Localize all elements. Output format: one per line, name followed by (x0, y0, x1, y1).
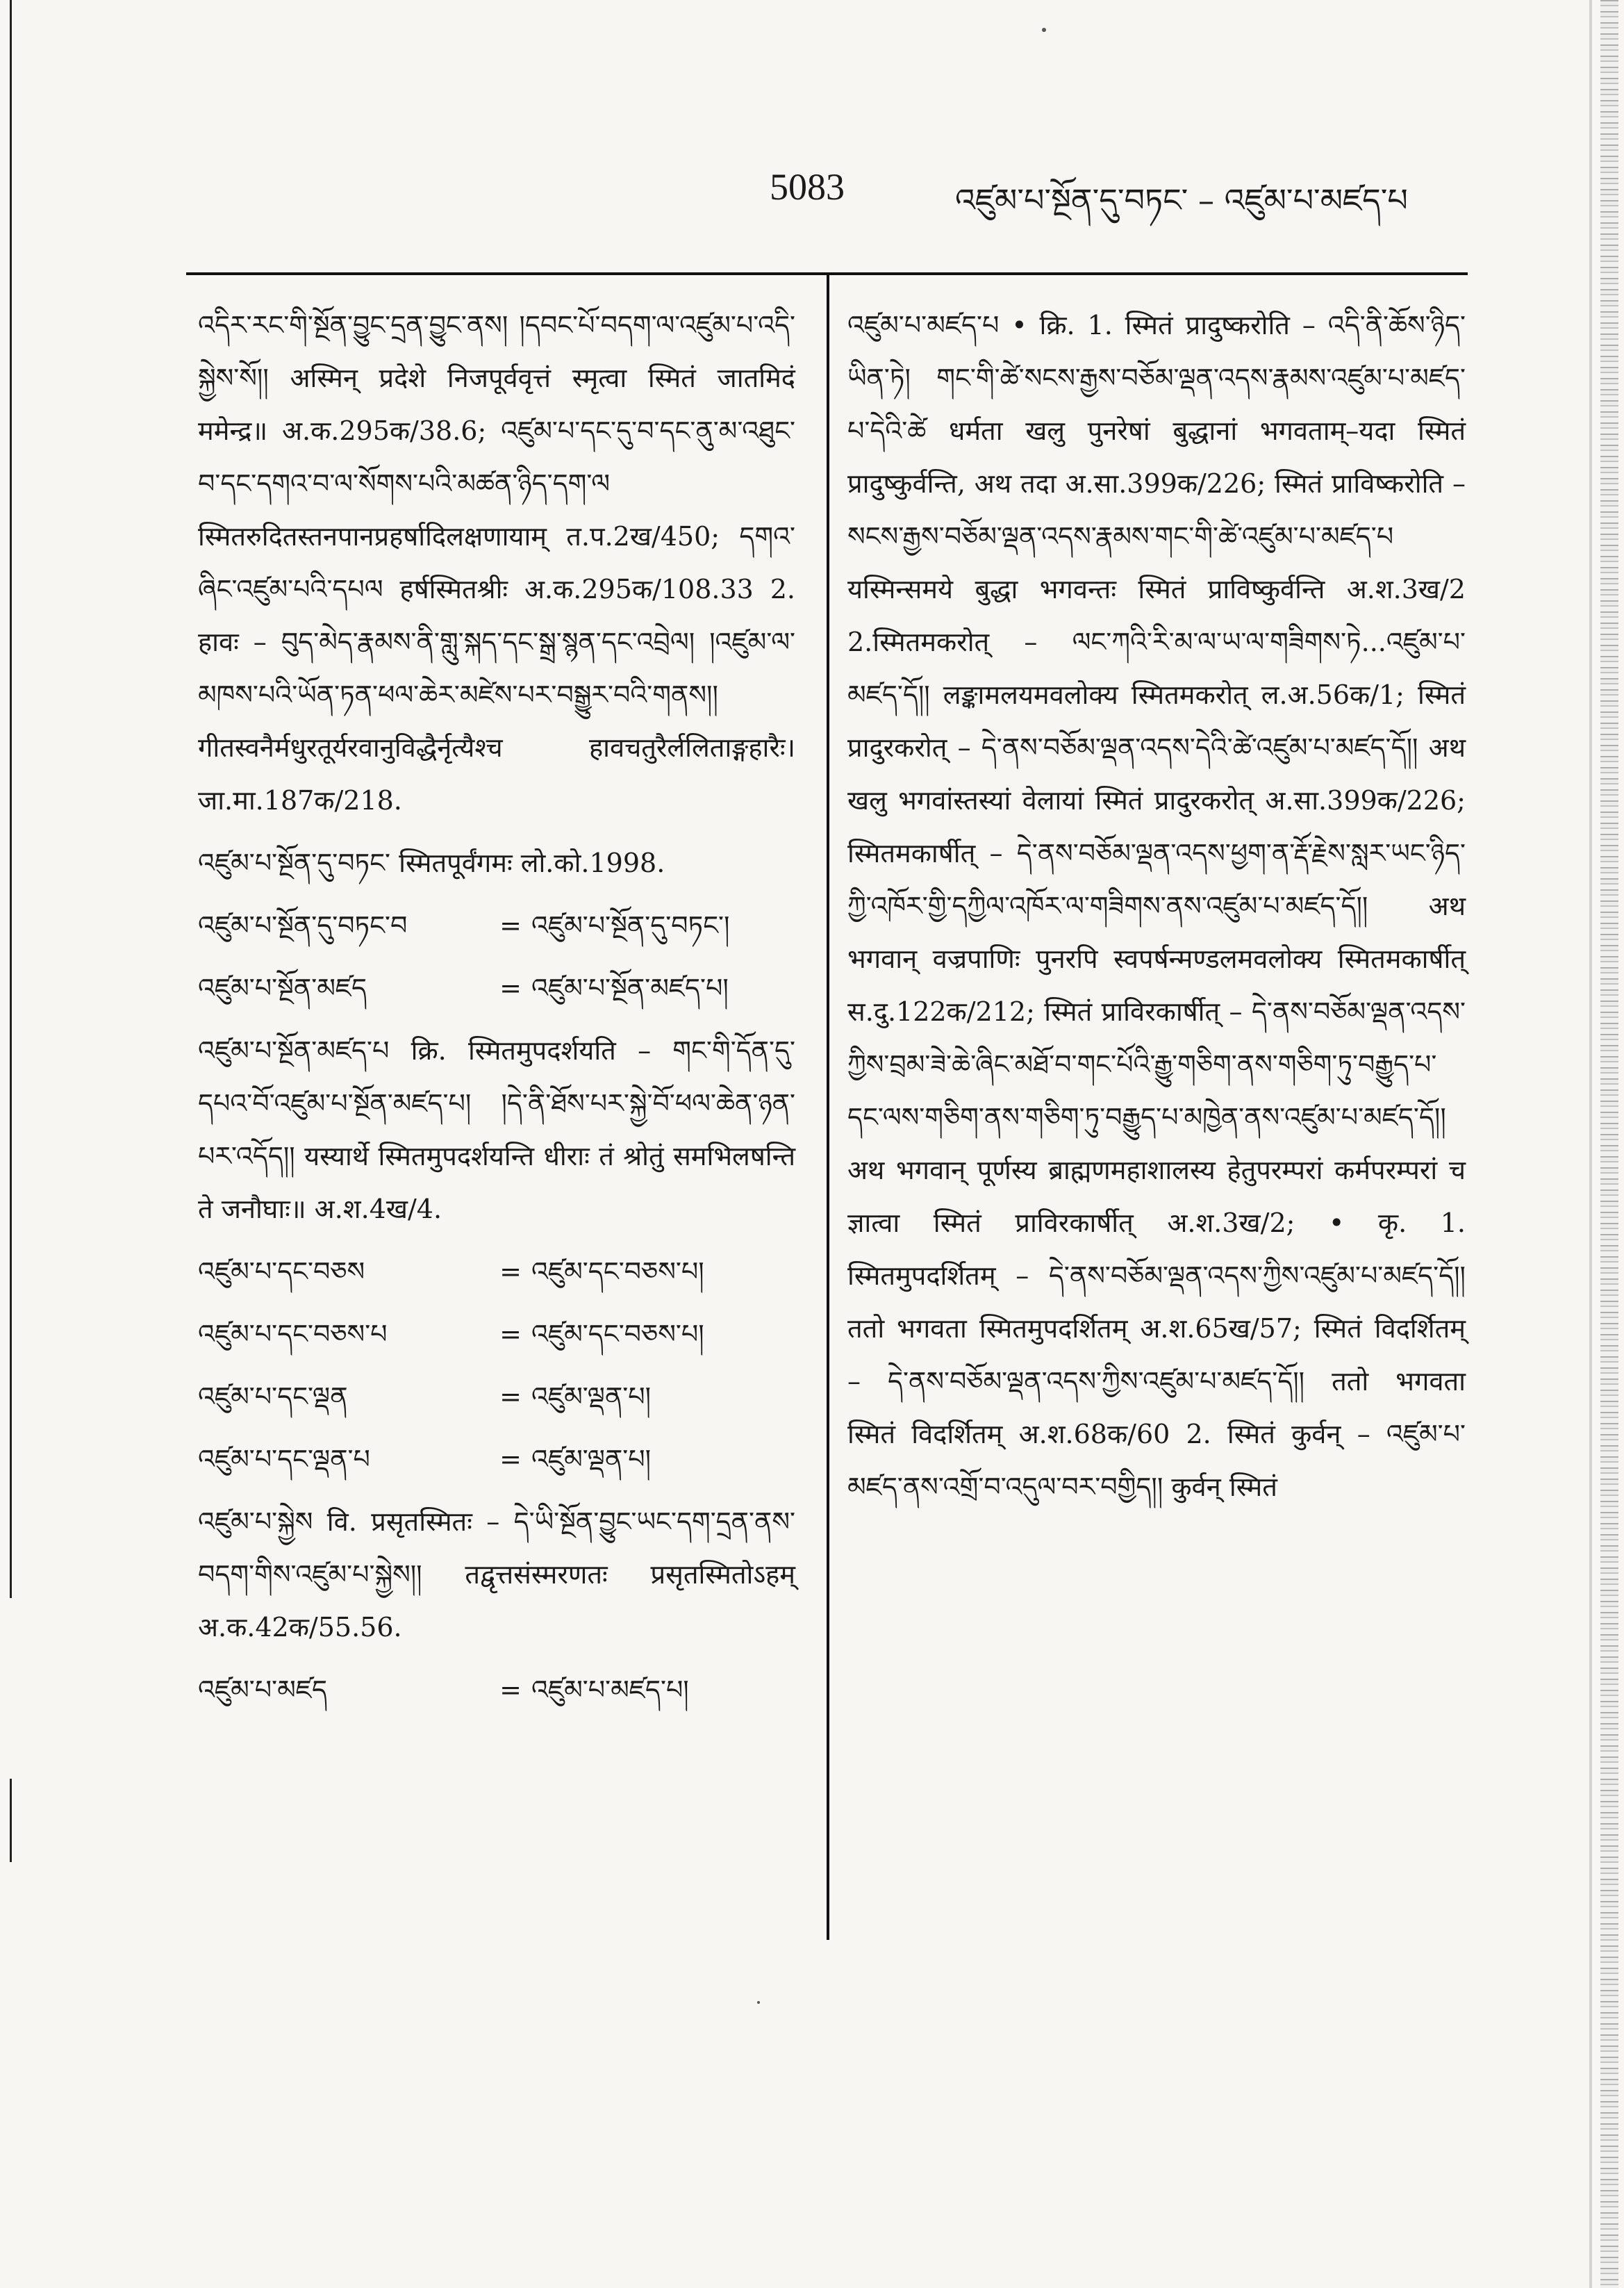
right-column (847, 299, 1466, 1513)
xref-equals: = (499, 1256, 522, 1287)
dictionary-entry: འཛུམ་པ་མཛད་པ • क्रि. 1. स्मितं प्रादुष्करोति – འདི་ནི་ཆོས་ཉིད་ཡིན་ཏེ། གང་གི་ཚེ་སངས་རྒྱས་བཅོམ་ལྡན་འདས་རྣམས་འཛུམ་པ་མཛད་པ་དེའི་ཚེ धर्मता खलु पुनरेषां बुद्धानां भगवताम्–यदा स्मितं प्रादुष्कुर्वन्ति, अथ तदा अ.सा.399क/226; स्मितं प्राविष्करोति – སངས་རྒྱས་བཅོམ་ལྡན་འདས་རྣམས་གང་གི་ཚེ་འཛུམ་པ་མཛད་པ यस्मिन्समये बुद्धा भगवन्तः स्मितं प्राविष्कुर्वन्ति अ.श.3ख/2 2.स्मितमकरोत् – ལང་ཀའི་རི་མ་ལ་ཡ་ལ་གཟིགས་ཏེ...འཛུམ་པ་མཛད་དོ།། लङ्कामलयमवलोक्य स्मितमकरोत् ल.अ.56क/1; स्मितं प्रादुरकरोत् – དེ་ནས་བཅོམ་ལྡན་འདས་དེའི་ཚེ་འཛུམ་པ་མཛད་དོ།། अथ खलु भगवांस्तस्यां वेलायां स्मितं प्रादुरकरोत् अ.सा.399क/226; स्मितमकार्षीत् – དེ་ནས་བཅོམ་ལྡན་འདས་ཕྱག་ན་རྡོ་རྗེས་སླར་ཡང་ཉིད་ཀྱི་འཁོར་གྱི་དཀྱིལ་འཁོར་ལ་གཟིགས་ནས་འཛུམ་པ་མཛད་དོ།། अथ भगवान् वज्रपाणिः पुनरपि स्वपर्षन्मण्डलमवलोक्य स्मितमकार्षीत् स.दु.122क/212; स्मितं प्राविरकार्षीत् – དེ་ནས་བཅོམ་ལྡན་འདས་ཀྱིས་བྲམ་ཟེ་ཆེ་ཞིང་མཐོ་བ་གང་པོའི་རྒྱུ་གཅིག་ནས་གཅིག་ཏུ་བརྒྱུད་པ་དང་ལས་གཅིག་ནས་གཅིག་ཏུ་བརྒྱུད་པ་མཁྱེན་ནས་འཛུམ་པ་མཛད་དོ།། अथ भगवान् पूर्णस्य ब्राह्मणमहाशालस्य हेतुपरम्परां कर्मपरम्परां च ज्ञात्वा स्मितं प्राविरकार्षीत् अ.श.3ख/2; • कृ. 1. स्मितमुपदर्शितम् – དེ་ནས་བཅོམ་ལྡན་འདས་ཀྱིས་འཛུམ་པ་མཛད་དོ།། ततो भगवता स्मितमुपदर्शितम् अ.श.65ख/57; स्मितं विदर्शितम् – དེ་ནས་བཅོམ་ལྡན་འདས་ཀྱིས་འཛུམ་པ་མཛད་དོ།། ततो भगवता स्मितं विदर्शितम् अ.श.68क/60 2. स्मितं कुर्वन् – འཛུམ་པ་མཛད་ནས་འགྲོ་བ་འདུལ་བར་བགྱིད།། कुर्वन् स्मितं (847, 310, 1466, 1502)
xref-target: འཛུམ་པ་མཛད་པ། (531, 1674, 689, 1705)
cross-reference (198, 1433, 795, 1485)
xref-head: འཛུམ་པ་དང་བཅས་པ (198, 1319, 388, 1349)
xref-equals: = (499, 910, 522, 941)
page-number: 5083 (770, 166, 845, 208)
xref-head: འཛུམ་པ་དང་བཅས (198, 1256, 365, 1287)
cross-reference (198, 1663, 795, 1716)
dictionary-entry: འཛུམ་པ་སྐྱེས वि. प्रसृतस्मितः – དེ་ཡི་སྔོན་བྱུང་ཡང་དག་དྲན་ནས་བདག་གིས་འཛུམ་པ་སྐྱེས།། तद्वृत्तसंस्मरणतः प्रसृतस्मितोऽहम् अ.क.42क/55.56. (198, 1506, 795, 1643)
xref-equals: = (499, 1381, 522, 1412)
cross-reference (198, 962, 795, 1014)
scan-binding-edge (1600, 0, 1618, 2288)
scan-speck (1042, 28, 1046, 32)
xref-target: འཛུམ་དང་བཅས་པ། (531, 1256, 704, 1287)
xref-head: འཛུམ་པ་དང་ལྡན (198, 1381, 348, 1412)
cross-reference (198, 1370, 795, 1423)
xref-head: འཛུམ་པ་སྔོན་མཛད (198, 973, 367, 1003)
xref-target: འཛུམ་ལྡན་པ། (531, 1444, 652, 1474)
xref-target: འཛུམ་ལྡན་པ། (531, 1381, 652, 1412)
xref-equals: = (499, 1319, 522, 1349)
scan-speck (757, 2001, 760, 2004)
dictionary-entry: འཛུམ་པ་སྔོན་མཛད་པ क्रि. स्मितमुपदर्शयति – གང་གི་དོན་དུ་དཔའ་བོ་འཛུམ་པ་སྔོན་མཛད་པ། །དེ་ནི་ཐོས་པར་སྐྱེ་བོ་ཕལ་ཆེན་ཉན་པར་འདོད།། यस्यार्थे स्मितमुपदर्शयन्ति धीराः तं श्रोतुं समभिलषन्ति ते जनौघाः॥ अ.श.4ख/4. (198, 1035, 795, 1224)
dictionary-entry: འཛུམ་པ་སྔོན་དུ་བཏང་ स्मितपूर्वंगमः लो.को.1998. (198, 848, 665, 878)
entry-continuation: འདིར་རང་གི་སྔོན་བྱུང་དྲན་བྱུང་ནས། །དབང་པོ་བདག་ལ་འཛུམ་པ་འདི་སྐྱེས་སོ།། अस्मिन् प्रदेशे निजपूर्ववृत्तं स्मृत्वा स्मितं जातमिदं ममेन्द्र॥ अ.क.295क/38.6; འཛུམ་པ་དང་དུ་བ་དང་ནུ་མ་འཐུང་བ་དང་དགའ་བ་ལ་སོགས་པའི་མཚན་ཉིད་དག་ལ स्मितरुदितस्तनपानप्रहर्षादिलक्षणायाम् त.प.2ख/450; དགའ་ཞིང་འཛུམ་པའི་དཔལ हर्षस्मितश्रीः अ.क.295क/108.33 2. हावः – བུད་མེད་རྣམས་ནི་གླུ་སྐད་དང་སྒྲ་སྙན་དང་འབྲེལ། །འཛུམ་ལ་མཁས་པའི་ཡོན་ཏན་ཕལ་ཆེར་མཛེས་པར་བསྒྱུར་བའི་གནས།། गीतस्वनैर्मधुरतूर्यरवानुविद्धैर्नृत्यैश्च हावचतुरैर्ललिताङ्गहारैः। जा.मा.187क/218. (198, 310, 795, 816)
xref-target: འཛུམ་པ་སྔོན་མཛད་པ། (531, 973, 729, 1003)
xref-head: འཛུམ་པ་སྔོན་དུ་བཏང་བ (198, 910, 408, 941)
page-edge-mark (10, 1779, 12, 1862)
page-edge-line (10, 0, 12, 1598)
column-divider (827, 272, 829, 1940)
cross-reference (198, 899, 795, 952)
cross-reference (198, 1245, 795, 1298)
scan-binding-shadow (1589, 0, 1592, 2288)
xref-target: འཛུམ་པ་སྔོན་དུ་བཏང་། (531, 910, 730, 941)
xref-equals: = (499, 973, 522, 1003)
xref-equals: = (499, 1674, 522, 1705)
xref-head: འཛུམ་པ་མཛད (198, 1674, 327, 1705)
running-head: འཛུམ་པ་སྔོན་དུ་བཏང་ – འཛུམ་པ་མཛད་པ (955, 181, 1408, 219)
left-column (198, 299, 795, 1716)
xref-head: འཛུམ་པ་དང་ལྡན་པ (198, 1444, 370, 1474)
cross-reference (198, 1308, 795, 1360)
xref-equals: = (499, 1444, 522, 1474)
xref-target: འཛུམ་དང་བཅས་པ། (531, 1319, 704, 1349)
